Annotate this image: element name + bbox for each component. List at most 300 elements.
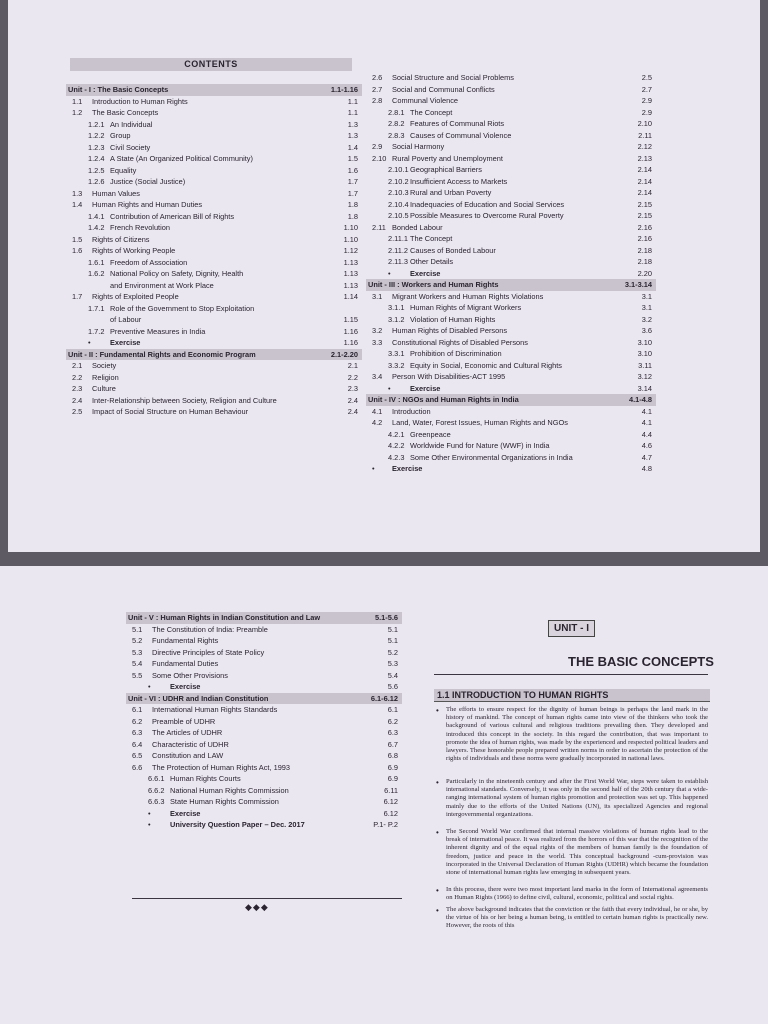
toc-entry-page: 1.13 (343, 269, 358, 278)
toc-entry (66, 222, 362, 234)
toc-entry-number: 4.2.2 (388, 441, 405, 450)
toc-entry (66, 130, 362, 142)
toc-entry-title: Role of the Government to Stop Exploitation (110, 303, 255, 313)
toc-entry (66, 245, 362, 257)
toc-entry-title: The Concept (410, 234, 453, 243)
toc-unit-heading (126, 612, 402, 624)
toc-entry-number: 2.5 (72, 407, 83, 416)
toc-entry-page: 1.3 (347, 119, 358, 129)
bullet-icon: • (436, 706, 439, 715)
toc-entry (126, 624, 402, 636)
toc-entry-title: Violation of Human Rights (410, 314, 496, 324)
divider-rule (132, 898, 402, 899)
toc-entry-page: 1.15 (343, 315, 358, 324)
toc-entry (66, 268, 362, 280)
toc-entry-title: Social Harmony (392, 142, 445, 151)
toc-entry-title: Human Rights of Disabled Persons (392, 326, 508, 335)
toc-unit-heading (66, 349, 362, 361)
toc-entry-number: 6.2 (132, 716, 143, 726)
toc-entry-title: Unit - II : Fundamental Rights and Economic Program (68, 349, 256, 359)
toc-entry (366, 118, 656, 130)
toc-entry-title: Culture (92, 384, 116, 393)
toc-entry-page: 5.2 (387, 647, 398, 657)
toc-entry-page: 4.7 (641, 452, 652, 462)
toc-entry (366, 348, 656, 360)
toc-entry (66, 303, 362, 315)
toc-entry-number: 4.2.1 (388, 429, 405, 439)
toc-entry-page: 1.16 (343, 338, 358, 347)
toc-entry-title: Unit - IV : NGOs and Human Rights in India (368, 395, 519, 404)
toc-entry-page: 2.1 (347, 361, 358, 370)
toc-entry (126, 796, 402, 808)
toc-entry-title: French Revolution (110, 223, 170, 232)
toc-entry-page: 4.1 (641, 406, 652, 416)
toc-entry-page: 1.8 (347, 200, 358, 209)
toc-entry (366, 452, 656, 464)
toc-entry-page: 4.1 (641, 418, 652, 427)
toc-entry (66, 372, 362, 384)
toc-entry (66, 176, 362, 188)
toc-entry-title: Human Rights and Human Duties (92, 200, 203, 209)
bullet-paragraph: Particularly in the nineteenth century and after the First World War, steps were taken to establish international standards. Conversely, it was only in the second half of the 20th century that a wide-ranging international system of human rights promotion and protection was set up. This happened mainly due to the efforts of the United Nations (UN), its specialized Agencies and regional intergovernmental organizations. (446, 778, 708, 818)
toc-entry (126, 658, 402, 670)
toc-entry-number: 1.4 (72, 200, 83, 209)
toc-entry-title: State Human Rights Commission (170, 797, 279, 806)
toc-entry-number: 5.4 (132, 659, 143, 668)
toc-entry (126, 670, 402, 682)
toc-entry-number: 3.3.2 (388, 360, 405, 370)
toc-entry-number: 1.2.4 (88, 154, 105, 163)
toc-entry-title: Social and Communal Conflicts (392, 84, 495, 94)
toc-column-right (366, 72, 656, 475)
toc-entry-number: 1.1 (72, 96, 83, 106)
toc-entry-page: 1.10 (343, 234, 358, 244)
toc-entry-number: 2.11 (372, 222, 386, 232)
toc-entry-number: 1.2 (72, 108, 83, 117)
toc-entry-title: Preamble of UDHR (152, 716, 216, 726)
toc-entry (126, 647, 402, 659)
toc-entry-number: 1.5 (72, 234, 83, 244)
toc-entry-title: Exercise (392, 464, 423, 473)
toc-entry (366, 383, 656, 395)
toc-entry (366, 153, 656, 165)
toc-entry (366, 95, 656, 107)
bullet-paragraph: The Second World War confirmed that internal massive violations of human rights lead to the break of international peace. It was realized from the horrors of this war that the recognition of the inherent dignity and of the equal rights of the members of human family is the foundation of freedom, justice and peace in the world. This conceptual background -cum-provision was incorporated in the Universal Declaration of Human Rights (UDHR) which became the foundation stone of international human rights law emerging in subsequent years. (446, 828, 708, 877)
toc-entry-page: 2.10 (637, 119, 652, 128)
toc-entry-title: Features of Communal Riots (410, 119, 505, 128)
toc-entry-title: Unit - VI : UDHR and Indian Constitution (128, 693, 269, 703)
toc-entry-page: 5.6 (387, 682, 398, 691)
toc-entry-number: 1.4.1 (88, 211, 105, 221)
toc-entry (66, 211, 362, 223)
toc-entry-title: The Protection of Human Rights Act, 1993 (152, 762, 291, 772)
toc-entry-title: Rights of Exploited People (92, 292, 179, 301)
toc-entry (126, 704, 402, 716)
toc-entry (126, 785, 402, 797)
toc-entry (366, 371, 656, 383)
toc-entry (366, 302, 656, 314)
toc-entry (126, 762, 402, 774)
toc-entry (366, 199, 656, 211)
toc-entry-page: 3.6 (641, 326, 652, 335)
toc-entry-title: The Articles of UDHR (152, 728, 223, 737)
toc-entry-number: 2.8.1 (388, 107, 405, 117)
toc-entry-title: Unit - III : Workers and Human Rights (368, 280, 499, 289)
bullet-icon: • (436, 886, 439, 895)
toc-entry (366, 245, 656, 257)
toc-entry-number: • (148, 808, 151, 818)
toc-entry-number: 1.3 (72, 188, 83, 198)
toc-entry (366, 72, 656, 84)
toc-entry-number: 2.8.3 (388, 130, 405, 140)
ornament: ◆◆◆ (245, 902, 269, 912)
toc-entry-number: 6.6 (132, 762, 143, 772)
toc-entry-title: University Question Paper – Dec. 2017 (170, 820, 305, 829)
toc-entry-page: 5.3 (387, 659, 398, 668)
toc-entry-number: 2.2 (72, 372, 83, 382)
toc-entry (366, 463, 656, 475)
toc-entry-title: Religion (92, 372, 119, 382)
bullet-paragraph: The efforts to ensure respect for the dignity of human beings is perhaps the land mark in the history of mankind. The concept of human rights came into view of the thinkers who took the background of various cultural and religious traditions prevailing then. They developed and introduced this concept in the society. In this regard the contribution, that was important to promote the idea of human rights, was made by the experienced and respected political leaders and lawyers. These honorable people prepared written norms in order to ascertain the protection of the rights of individuals and these norms were gradually incorporated in national laws. (446, 706, 708, 763)
toc-entry-title: of Labour (110, 315, 142, 324)
toc-entry-number: • (88, 338, 91, 347)
toc-unit-heading (366, 394, 656, 406)
toc-entry-title: Freedom of Association (110, 257, 188, 267)
toc-entry (66, 188, 362, 200)
toc-entry-page: 2.18 (637, 245, 652, 255)
toc-entry (126, 716, 402, 728)
toc-entry-page: 2.14 (637, 188, 652, 197)
toc-entry-page: 1.14 (343, 292, 358, 301)
toc-entry-page: 1.16 (343, 326, 358, 336)
toc-entry-page: 2.14 (637, 165, 652, 174)
toc-entry-number: 1.7.1 (88, 303, 105, 313)
toc-entry-page: 1.1 (347, 96, 358, 106)
toc-entry-number: 1.2.6 (88, 177, 105, 186)
toc-entry-title: Society (92, 361, 117, 370)
toc-entry-number: 1.4.2 (88, 223, 105, 232)
contents-page-bottom (0, 566, 768, 1024)
toc-entry-page: 2.7 (641, 84, 652, 94)
toc-entry (366, 107, 656, 119)
toc-entry-number: 2.7 (372, 84, 383, 94)
toc-entry (126, 808, 402, 820)
toc-entry (126, 739, 402, 751)
toc-entry-page: 6.1-6.12 (370, 693, 398, 703)
toc-entry-page: 3.2 (641, 314, 652, 324)
toc-entry-page: 3.14 (637, 383, 652, 393)
toc-entry-title: An Individual (110, 119, 153, 129)
toc-entry-number: 1.6.1 (88, 257, 105, 267)
toc-entry-title: Equity in Social, Economic and Cultural Rights (410, 360, 562, 370)
toc-entry-page: 1.8 (347, 211, 358, 221)
toc-entry-page: 2.18 (637, 257, 652, 266)
toc-entry-page: 2.5 (641, 73, 652, 82)
toc-entry (66, 153, 362, 165)
toc-entry-page: 2.11 (638, 130, 652, 140)
toc-entry-title: Other Details (410, 257, 454, 266)
toc-entry-number: 5.5 (132, 670, 143, 680)
toc-entry-page: 1.13 (343, 280, 358, 290)
toc-entry-title: Some Other Provisions (152, 670, 228, 680)
toc-entry-page: 6.8 (387, 751, 398, 760)
toc-entry (66, 326, 362, 338)
toc-entry-number: 2.10.4 (388, 199, 409, 209)
toc-entry-title: Causes of Communal Violence (410, 130, 512, 140)
bullet-paragraph: In this process, there were two most important land marks in the form of International agreements on Human Rights (1966) to define civil, cultural, economic, political and social rights. (446, 886, 708, 902)
toc-entry-title: Possible Measures to Overcome Rural Poverty (410, 211, 564, 220)
toc-entry-page: 6.9 (387, 774, 398, 783)
toc-entry-page: 3.11 (638, 360, 652, 370)
toc-entry-page: 2.4 (347, 407, 358, 416)
toc-entry-title: Rural Poverty and Unemployment (392, 153, 503, 163)
toc-entry (66, 199, 362, 211)
toc-entry-number: 2.8.2 (388, 119, 405, 128)
toc-entry-number: 1.2.2 (88, 131, 105, 140)
toc-entry-number: 6.4 (132, 739, 143, 749)
toc-entry (66, 119, 362, 131)
toc-entry-page: 2.3 (347, 384, 358, 393)
toc-entry-number: 2.10.2 (388, 176, 409, 186)
toc-entry-title: Insufficient Access to Markets (410, 176, 508, 186)
toc-entry-title: Inter-Relationship between Society, Religion and Culture (92, 395, 277, 405)
toc-entry-number: • (372, 464, 375, 473)
toc-entry-number: 6.3 (132, 728, 143, 737)
toc-entry-number: 3.1.2 (388, 314, 405, 324)
toc-entry-number: 1.7.2 (88, 326, 105, 336)
toc-entry-title: Human Values (92, 188, 140, 198)
toc-entry-number: 5.1 (132, 624, 143, 634)
toc-entry-number: 1.6.2 (88, 269, 105, 278)
toc-entry-title: Equality (110, 165, 137, 175)
toc-entry-number: 2.10 (372, 153, 387, 163)
toc-entry-page: 2.14 (637, 176, 652, 186)
toc-entry (126, 819, 402, 831)
toc-entry-number: 3.1.1 (388, 303, 405, 312)
bullet-paragraph: The above background indicates that the conviction or the faith that every individual, he or she, by the virtue of his or her being a human being, is entitled to certain human rights is practically new. However, the roots of this (446, 906, 708, 930)
toc-entry-title: Person With Disabilities-ACT 1995 (392, 372, 506, 381)
toc-entry-number: 4.1 (372, 406, 383, 416)
toc-entry-page: 6.11 (384, 785, 398, 795)
toc-entry (66, 291, 362, 303)
toc-entry (366, 417, 656, 429)
toc-entry-page: 2.1-2.20 (330, 349, 358, 359)
toc-entry-number: • (148, 820, 151, 829)
toc-entry (366, 222, 656, 234)
toc-entry-number: 6.6.3 (148, 797, 165, 806)
toc-entry-title: Rural and Urban Poverty (410, 188, 492, 197)
toc-entry (366, 141, 656, 153)
toc-entry-page: 2.2 (347, 372, 358, 382)
toc-entry-title: The Basic Concepts (92, 108, 159, 117)
toc-entry-title: Human Rights of Migrant Workers (410, 303, 522, 312)
toc-entry-title: Group (110, 131, 131, 140)
toc-entry-number: • (148, 682, 151, 691)
toc-entry (66, 360, 362, 372)
toc-entry-page: 1.5 (347, 154, 358, 163)
toc-entry (66, 257, 362, 269)
toc-entry-page: 6.12 (383, 797, 398, 806)
toc-entry (66, 314, 362, 326)
toc-entry (66, 383, 362, 395)
toc-entry-number: 2.6 (372, 73, 383, 82)
toc-entry-page: 6.2 (387, 716, 398, 726)
toc-entry-title: Inadequacies of Education and Social Services (410, 199, 565, 209)
toc-entry-number: 5.3 (132, 647, 143, 657)
toc-entry-title: Impact of Social Structure on Human Behaviour (92, 407, 249, 416)
toc-entry (366, 325, 656, 337)
toc-entry (66, 142, 362, 154)
toc-entry (66, 96, 362, 108)
toc-entry-page: P.1- P.2 (373, 820, 398, 829)
toc-entry (366, 210, 656, 222)
toc-entry (66, 280, 362, 292)
toc-entry-title: Constitution and LAW (152, 751, 224, 760)
toc-entry (66, 406, 362, 418)
toc-entry-title: Rights of Working People (92, 246, 176, 255)
toc-entry-number: • (388, 383, 391, 393)
toc-entry-page: 3.1-3.14 (624, 280, 652, 289)
toc-entry-title: Exercise (170, 808, 201, 818)
toc-entry-page: 1.7 (347, 188, 358, 198)
toc-entry (126, 750, 402, 762)
toc-entry-number: 6.6.2 (148, 785, 165, 795)
toc-entry-title: and Environment at Work Place (110, 280, 214, 290)
toc-entry-page: 1.7 (347, 177, 358, 186)
toc-entry-title: Causes of Bonded Labour (410, 245, 496, 255)
toc-entry (366, 337, 656, 349)
toc-column-left (66, 84, 362, 418)
toc-entry-page: 1.10 (343, 223, 358, 232)
toc-entry-page: 5.1 (387, 636, 398, 645)
toc-entry (66, 234, 362, 246)
toc-entry-page: 2.13 (637, 153, 652, 163)
contents-title: CONTENTS (70, 58, 352, 71)
toc-entry-title: Exercise (410, 383, 441, 393)
toc-entry (366, 84, 656, 96)
toc-entry-page: 1.4 (347, 142, 358, 152)
toc-entry-title: Worldwide Fund for Nature (WWF) in India (410, 441, 550, 450)
toc-entry-number: 2.11.2 (388, 245, 408, 255)
toc-entry (366, 187, 656, 199)
toc-entry-title: Justice (Social Justice) (110, 177, 186, 186)
toc-entry-number: 1.6 (72, 246, 83, 255)
toc-entry-number: 3.1 (372, 291, 383, 301)
toc-entry-number: 3.4 (372, 372, 383, 381)
toc-entry-number: 4.2 (372, 418, 383, 427)
toc-entry-number: 2.9 (372, 142, 383, 151)
toc-entry-title: Fundamental Duties (152, 659, 219, 668)
toc-entry (366, 314, 656, 326)
toc-entry-number: 3.3 (372, 337, 383, 347)
toc-entry-title: Exercise (410, 268, 441, 278)
toc-entry-title: Bonded Labour (392, 222, 443, 232)
toc-entry-number: 6.6.1 (148, 774, 165, 783)
toc-entry (366, 268, 656, 280)
toc-unit-heading (366, 279, 656, 291)
toc-entry (126, 635, 402, 647)
toc-entry-title: A State (An Organized Political Community) (110, 154, 253, 163)
bullet-icon: • (436, 778, 439, 787)
section-heading: 1.1 INTRODUCTION TO HUMAN RIGHTS (434, 689, 710, 702)
toc-entry-title: Exercise (110, 338, 141, 347)
toc-entry (366, 360, 656, 372)
toc-entry-page: 6.1 (387, 705, 398, 714)
toc-entry-page: 1.1-1.16 (330, 85, 358, 94)
toc-column-units-5-6 (126, 612, 402, 831)
toc-entry-title: Communal Violence (392, 96, 459, 105)
toc-entry-page: 1.12 (343, 246, 358, 255)
toc-entry (66, 337, 362, 349)
toc-entry-page: 3.10 (637, 349, 652, 358)
unit-label: UNIT - I (548, 620, 595, 637)
toc-entry-page: 6.9 (387, 762, 398, 772)
toc-entry-title: Exercise (170, 682, 201, 691)
toc-entry (366, 291, 656, 303)
toc-entry-title: Directive Principles of State Policy (152, 647, 265, 657)
toc-entry-title: Introduction (392, 406, 431, 416)
toc-entry-title: Introduction to Human Rights (92, 96, 188, 106)
toc-entry-page: 3.10 (637, 337, 652, 347)
toc-entry-number: 1.2.1 (88, 119, 105, 129)
toc-entry-title: The Constitution of India: Preamble (152, 624, 268, 634)
toc-entry-page: 1.3 (347, 131, 358, 140)
bullet-icon: • (436, 906, 439, 915)
toc-entry-number: 2.8 (372, 96, 383, 105)
toc-entry-page: 6.12 (383, 808, 398, 818)
toc-entry-page: 2.15 (637, 199, 652, 209)
toc-entry-page: 1.6 (347, 165, 358, 175)
toc-entry-page: 5.4 (387, 670, 398, 680)
toc-entry-number: 6.1 (132, 705, 143, 714)
toc-entry (126, 681, 402, 693)
toc-entry (366, 406, 656, 418)
toc-entry-title: National Human Rights Commission (170, 785, 289, 795)
toc-entry-title: Preventive Measures in India (110, 326, 206, 336)
toc-entry-number: • (388, 268, 391, 278)
toc-entry-page: 4.6 (641, 441, 652, 450)
toc-entry-page: 6.7 (387, 739, 398, 749)
toc-entry (66, 395, 362, 407)
toc-entry-page: 2.9 (641, 107, 652, 117)
toc-entry-number: 1.7 (72, 292, 83, 301)
toc-entry-number: 2.4 (72, 395, 83, 405)
toc-entry-page: 2.20 (637, 268, 652, 278)
toc-entry-page: 2.16 (637, 222, 652, 232)
toc-entry-title: Prohibition of Discrimination (410, 349, 502, 358)
toc-entry-page: 5.1 (387, 624, 398, 634)
toc-entry (126, 727, 402, 739)
chapter-title: THE BASIC CONCEPTS (568, 654, 714, 669)
toc-entry-title: Migrant Workers and Human Rights Violations (392, 291, 544, 301)
toc-entry-page: 4.8 (641, 464, 652, 473)
toc-entry-number: 6.5 (132, 751, 143, 760)
toc-entry-title: Civil Society (110, 142, 151, 152)
toc-entry-title: Geographical Barriers (410, 165, 482, 174)
toc-entry-page: 5.1-5.6 (374, 613, 398, 622)
toc-entry-title: National Policy on Safety, Dignity, Health (110, 269, 244, 278)
toc-entry-title: Unit - V : Human Rights in Indian Constitution and Law (128, 613, 321, 622)
toc-entry-number: 2.11.1 (388, 234, 408, 243)
toc-entry-page: 2.12 (637, 142, 652, 151)
toc-entry-title: The Concept (410, 107, 453, 117)
toc-entry-number: 1.2.5 (88, 165, 105, 175)
toc-entry-title: International Human Rights Standards (152, 705, 278, 714)
toc-entry (366, 233, 656, 245)
toc-entry-title: Rights of Citizens (92, 234, 150, 244)
toc-unit-heading (66, 84, 362, 96)
toc-entry-page: 2.9 (641, 96, 652, 105)
